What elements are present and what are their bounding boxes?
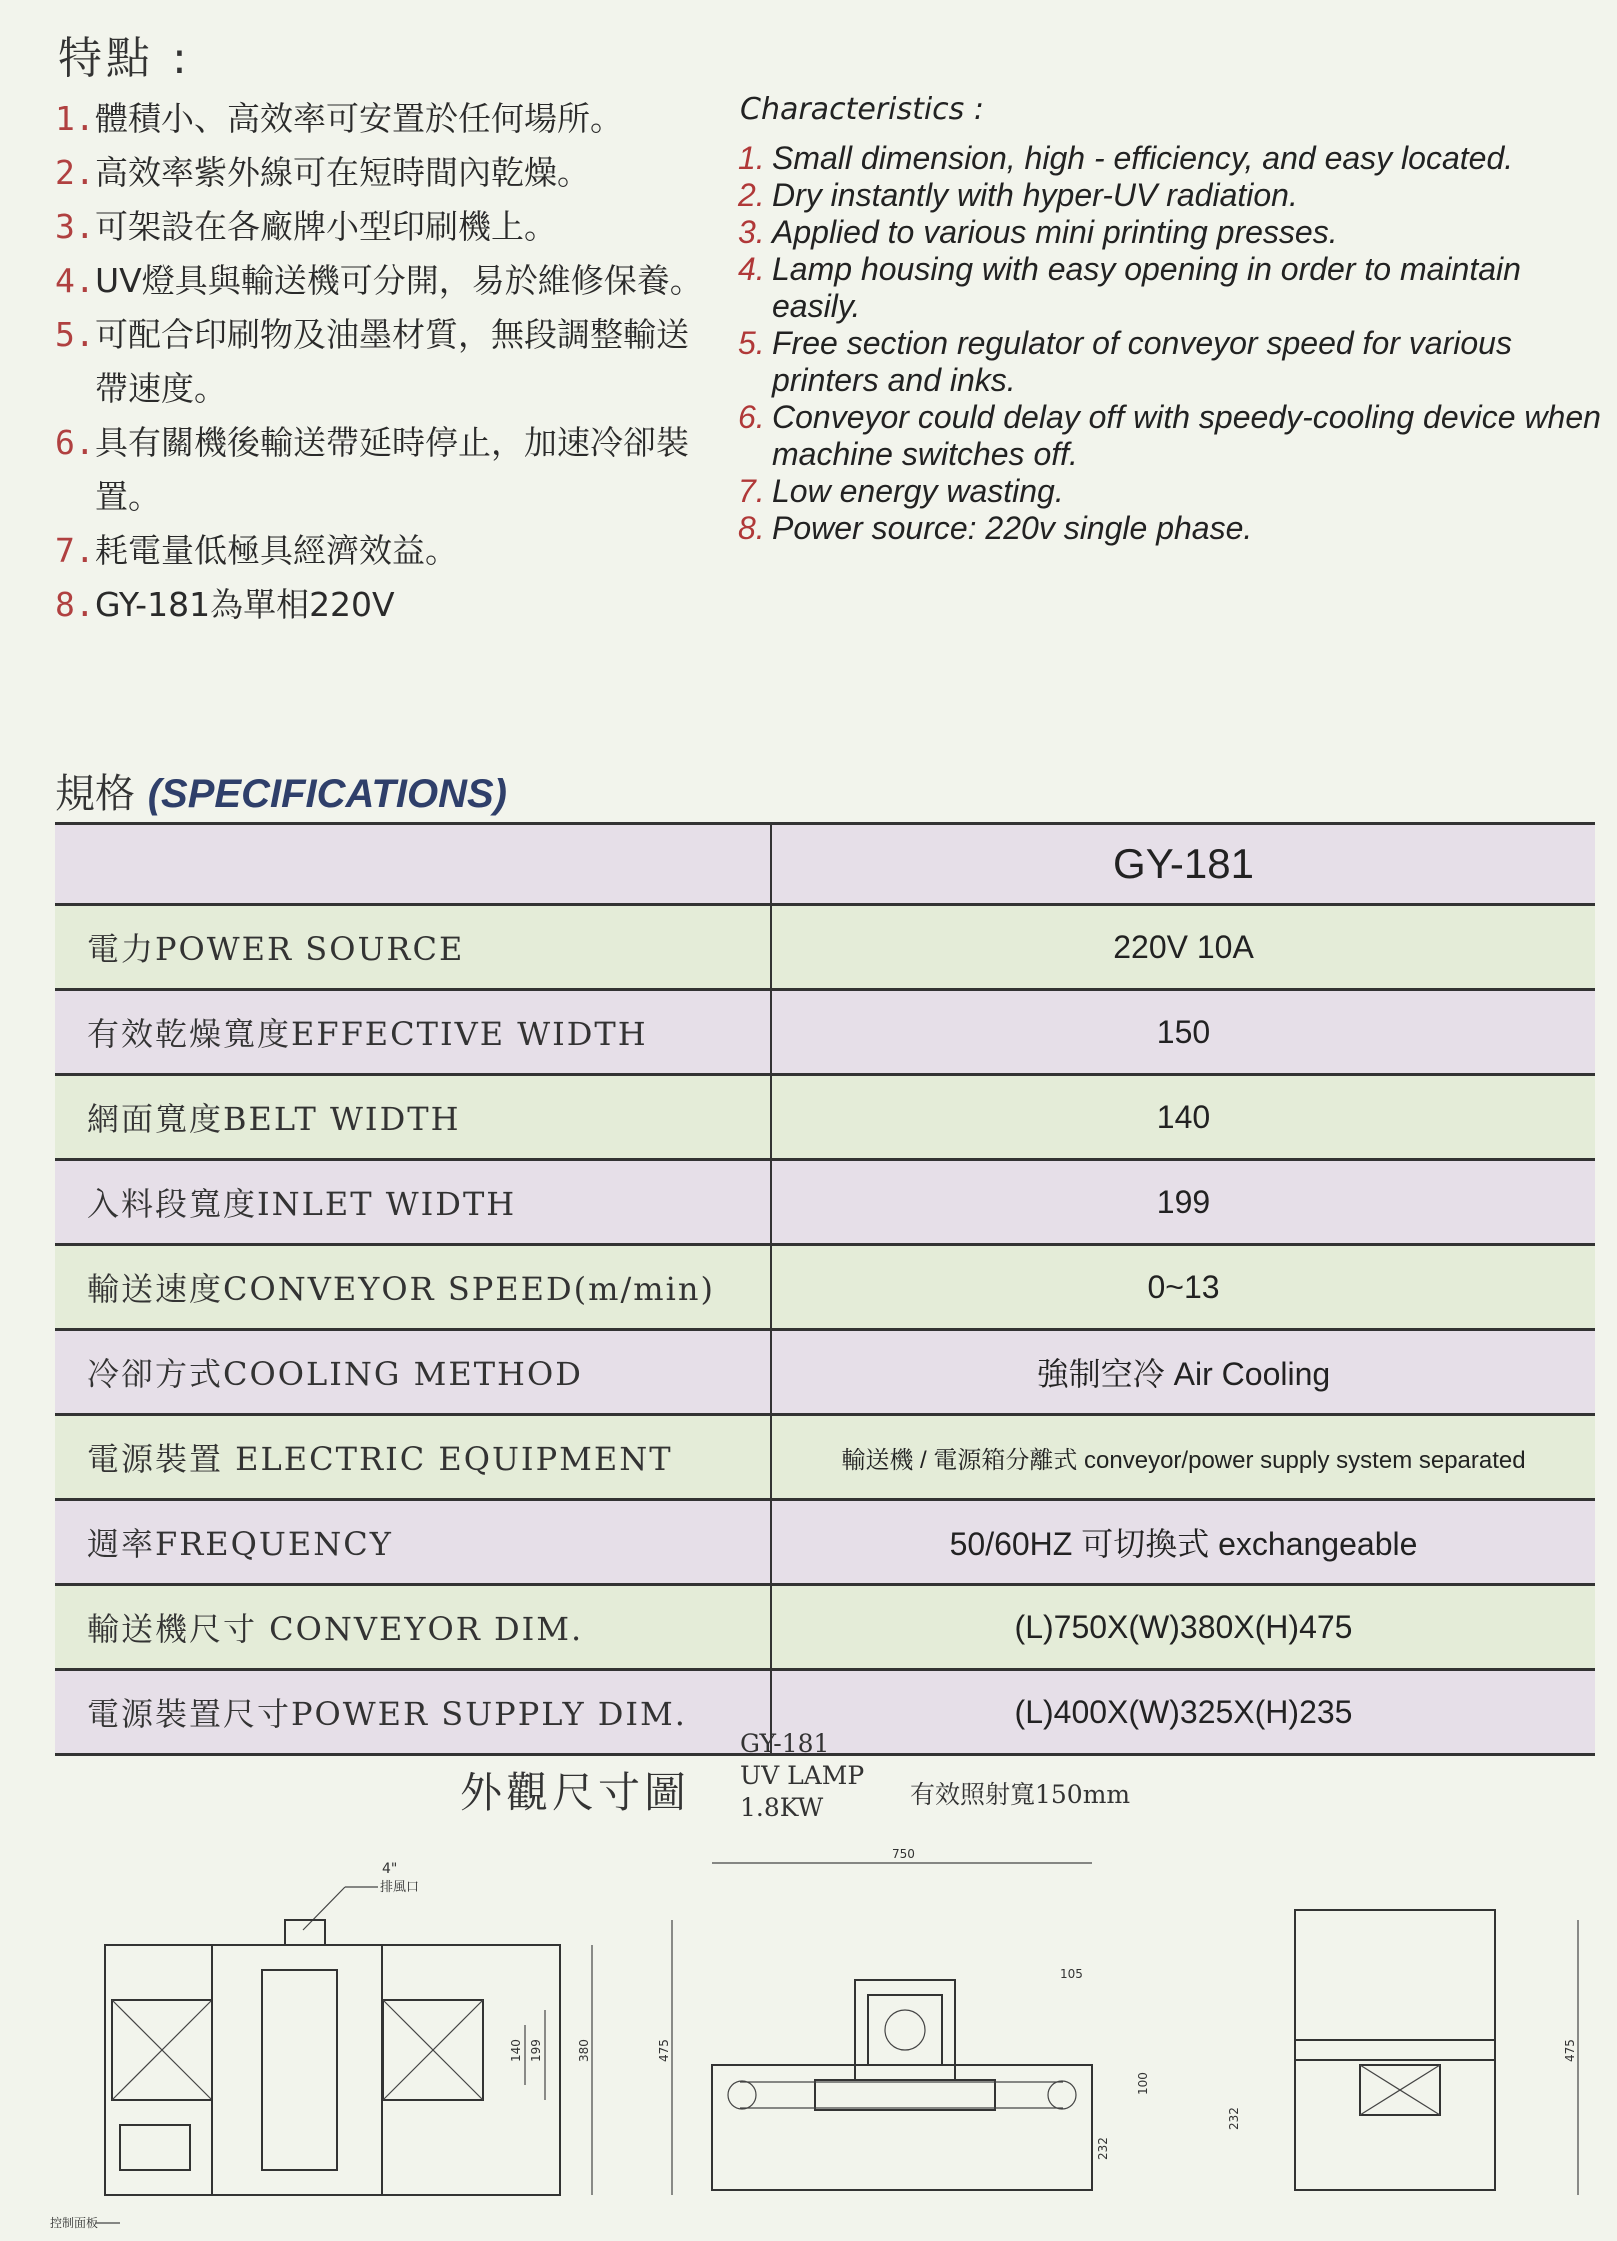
item-text: Applied to various mini printing presses. [772, 214, 1338, 250]
features-title: 特點 : [58, 33, 191, 84]
spec-value: (L)400X(W)325X(H)235 [771, 1670, 1595, 1755]
end-view-outline [1295, 1910, 1495, 2190]
spec-label: 入料段寬度INLET WIDTH [55, 1160, 771, 1245]
lamp-base [815, 2080, 995, 2110]
item-number: 8. [738, 510, 765, 546]
spec-label: 週率FREQUENCY [55, 1500, 771, 1585]
item-text: Lamp housing with easy opening in order to maintain easily. [772, 251, 1521, 324]
end-view-belt [1295, 2040, 1495, 2060]
item-text: 可架設在各廠牌小型印刷機上。 [95, 207, 557, 246]
exhaust-label: 排風口 [380, 1880, 420, 1895]
effective-width-note: 有效照射寬150mm [910, 1780, 1131, 1809]
table-row [55, 1415, 1595, 1500]
item-number: 6. [55, 423, 95, 462]
list-item [738, 214, 1608, 251]
spec-value: 強制空冷 Air Cooling [771, 1330, 1595, 1415]
item-number: 2. [738, 177, 765, 213]
item-number: 2. [55, 153, 95, 192]
spec-value: 0~13 [771, 1245, 1595, 1330]
control-panel-label: 控制面板 [50, 2216, 99, 2230]
dim-100: 100 [1136, 2072, 1150, 2095]
exhaust-port [285, 1920, 325, 1945]
item-number: 8. [55, 585, 95, 624]
list-item [738, 251, 1608, 325]
lamp-type: UV LAMP [740, 1761, 865, 1790]
item-number: 5. [738, 325, 765, 361]
item-number: 4. [738, 251, 765, 287]
item-number: 3. [55, 207, 95, 246]
list-item [738, 510, 1608, 547]
features-list-en [738, 140, 1608, 547]
item-number: 1. [55, 99, 95, 138]
spec-label: 輸送速度CONVEYOR SPEED(m/min) [55, 1245, 771, 1330]
item-text: 可配合印刷物及油墨材質，無段調整輸送帶速度。 [95, 315, 689, 408]
table-row [55, 905, 1595, 990]
lamp-housing [212, 1945, 382, 2195]
specifications-table [55, 822, 1595, 1756]
specifications-title-zh: 規格 [55, 771, 135, 817]
characteristics-title: Characteristics : [740, 92, 984, 127]
spec-label: 冷卻方式COOLING METHOD [55, 1330, 771, 1415]
list-item [55, 146, 705, 200]
dim-232b: 232 [1227, 2107, 1241, 2130]
table-row [55, 990, 1595, 1075]
dim-232: 232 [1096, 2137, 1110, 2160]
inch-label: 4" [382, 1861, 398, 1877]
table-row [55, 1330, 1595, 1415]
roller-right [1048, 2081, 1076, 2109]
model-header: GY-181 [771, 824, 1595, 905]
item-text: 體積小、高效率可安置於任何場所。 [95, 99, 623, 138]
spec-value: 199 [771, 1160, 1595, 1245]
item-number: 6. [738, 399, 765, 435]
spec-value: 140 [771, 1075, 1595, 1160]
spec-value: 50/60HZ 可切換式 exchangeable [771, 1500, 1595, 1585]
item-number: 4. [55, 261, 95, 300]
spec-label: 網面寬度BELT WIDTH [55, 1075, 771, 1160]
item-text: Dry instantly with hyper-UV radiation. [772, 177, 1298, 213]
item-number: 7. [738, 473, 765, 509]
dim-750: 750 [892, 1847, 915, 1861]
list-item [55, 308, 705, 416]
list-item [738, 325, 1608, 399]
list-item [55, 200, 705, 254]
table-row [55, 1245, 1595, 1330]
list-item [55, 578, 705, 632]
list-item [738, 140, 1608, 177]
list-item [738, 399, 1608, 473]
dim-140: 140 [509, 2039, 523, 2062]
lamp-power: 1.8KW [740, 1793, 824, 1822]
side-view-drawing [657, 1847, 1150, 2195]
roller-left [728, 2081, 756, 2109]
item-text: 耗電量低極具經濟效益。 [95, 531, 458, 570]
list-item [55, 254, 705, 308]
item-number: 5. [55, 315, 95, 354]
spec-label: 有效乾燥寬度EFFECTIVE WIDTH [55, 990, 771, 1075]
table-row [55, 1160, 1595, 1245]
conveyor-outline [105, 1945, 560, 2195]
conveyor-body [712, 2065, 1092, 2190]
lamp-window [868, 1995, 942, 2065]
table-header-row [55, 824, 1595, 905]
lamp-circle [885, 2010, 925, 2050]
end-view-drawing [1227, 1910, 1578, 2195]
item-text: 具有關機後輸送帶延時停止，加速冷卻裝置。 [95, 423, 689, 516]
spec-label: 輸送機尺寸 CONVEYOR DIM. [55, 1585, 771, 1670]
item-text: Power source: 220v single phase. [772, 510, 1253, 546]
spec-value: 150 [771, 990, 1595, 1075]
spec-label: 電源裝置尺寸POWER SUPPLY DIM. [55, 1670, 771, 1755]
lamp-grille [262, 1970, 337, 2170]
dim-475b: 475 [1563, 2039, 1577, 2062]
item-number: 7. [55, 531, 95, 570]
specifications-title-en: (SPECIFICATIONS) [147, 772, 507, 816]
control-panel [120, 2125, 190, 2170]
features-list-zh [55, 92, 705, 632]
item-text: Conveyor could delay off with speedy-cooling device when machine switches off. [772, 399, 1601, 472]
dim-475: 475 [657, 2039, 671, 2062]
table-row [55, 1585, 1595, 1670]
spec-value: (L)750X(W)380X(H)475 [771, 1585, 1595, 1670]
list-item [55, 524, 705, 578]
item-number: 1. [738, 140, 765, 176]
spec-label: 電力POWER SOURCE [55, 905, 771, 990]
specifications-title [55, 762, 507, 819]
spec-value: 輸送機 / 電源箱分離式 conveyor/power supply system separated [771, 1415, 1595, 1500]
top-view-drawing [50, 1861, 592, 2230]
item-number: 3. [738, 214, 765, 250]
list-item [738, 473, 1608, 510]
item-text: Low energy wasting. [772, 473, 1064, 509]
item-text: Free section regulator of conveyor speed for various printers and inks. [772, 325, 1512, 398]
table-row [55, 1075, 1595, 1160]
list-item [55, 416, 705, 524]
dim-105: 105 [1060, 1967, 1083, 1981]
list-item [738, 177, 1608, 214]
dimension-drawing-title: 外觀尺寸圖 [460, 1768, 691, 1817]
header-blank-cell [55, 824, 771, 905]
item-text: UV燈具與輸送機可分開，易於維修保養。 [95, 261, 703, 300]
table-row [55, 1500, 1595, 1585]
lamp-info [740, 1728, 864, 1824]
dimension-drawings [0, 1840, 1617, 2240]
list-item [55, 92, 705, 146]
lamp-model: GY-181 [740, 1729, 830, 1758]
item-text: GY-181為單相220V [95, 585, 395, 624]
dim-199: 199 [529, 2039, 543, 2062]
spec-value: 220V 10A [771, 905, 1595, 990]
item-text: Small dimension, high - efficiency, and easy located. [772, 140, 1514, 176]
dim-380: 380 [577, 2039, 591, 2062]
spec-label: 電源裝置 ELECTRIC EQUIPMENT [55, 1415, 771, 1500]
item-text: 高效率紫外線可在短時間內乾燥。 [95, 153, 590, 192]
